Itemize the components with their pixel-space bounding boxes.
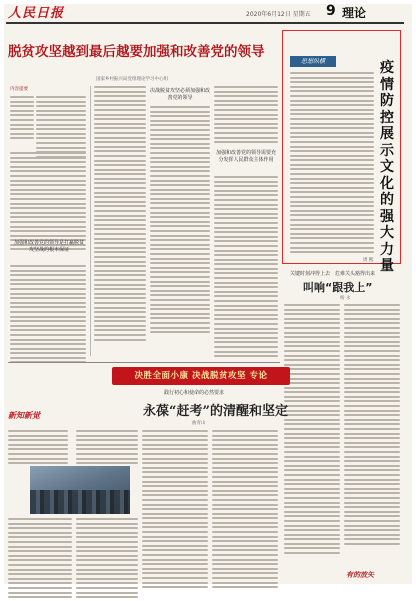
masthead: 人民日报 [8, 6, 65, 21]
second-col-2b [76, 518, 138, 601]
second-article-author: 曲青山 [192, 421, 206, 426]
section-title: 理论 [342, 6, 367, 20]
lead-col-4a [214, 86, 278, 146]
column-logo: 思想纵横 [290, 56, 336, 67]
subhead-2: 加强和改善党的领导是打赢脱贫攻坚战的根本保证 [14, 240, 85, 253]
footer-brand: 有的放矢 [346, 571, 374, 579]
special-banner [112, 367, 290, 385]
lead-headline[interactable]: 脱贫攻坚越到最后越要加强和改善党的领导 [8, 44, 265, 60]
pullquote-label: 内容提要 [10, 87, 28, 92]
right-article-title[interactable]: 叫响“跟我上” [303, 281, 373, 294]
second-col-3 [142, 430, 208, 591]
second-col-1a [8, 430, 68, 467]
photo-crowd [30, 490, 130, 514]
header-rule [6, 22, 404, 24]
column-divider [90, 86, 91, 356]
second-col-4 [212, 430, 278, 591]
right-article-col-1 [284, 304, 340, 557]
lead-col-2 [94, 86, 146, 343]
lead-col-1b [36, 96, 86, 160]
sidebar-text [290, 72, 374, 256]
subhead-1: 决战脱贫攻坚必须加强和改善党的领导 [150, 88, 211, 101]
section-rule [8, 362, 280, 363]
sidebar-author: 周 熙 [363, 258, 374, 263]
article-photo [30, 466, 130, 514]
lead-col-1c [10, 152, 86, 253]
column-brand: 新知新觉 [8, 411, 40, 420]
second-article-kicker: 践行初心和使命的必然要求 [164, 390, 225, 396]
dateline: 2020年6月12日 星期五 [246, 11, 311, 18]
lead-col-1a [10, 96, 34, 142]
second-article-title[interactable]: 永葆“赶考”的清醒和坚定 [143, 404, 288, 419]
right-article-author: 杨 永 [340, 296, 351, 301]
lead-col-1d [10, 265, 86, 366]
right-article-kicker: 关键时刻冲得上去 危难关头豁得出来 [290, 271, 376, 277]
lead-col-4b [214, 176, 278, 360]
banner-text: 决胜全面小康 决战脱贫攻坚 专论 [134, 371, 268, 381]
second-col-2 [76, 430, 138, 467]
second-col-1b [8, 518, 72, 601]
sidebar-title[interactable]: 疫情防控展示文化的强大力量 [380, 60, 394, 274]
lead-col-3 [150, 106, 210, 336]
subhead-3: 加强和改善党的领导需要充分发挥人民群众主体作用 [215, 150, 276, 163]
lead-byline: 国家乡村振兴局党组理论学习中心组 [96, 77, 168, 82]
right-article-col-2 [344, 304, 400, 547]
page-number: 9 [326, 3, 336, 19]
